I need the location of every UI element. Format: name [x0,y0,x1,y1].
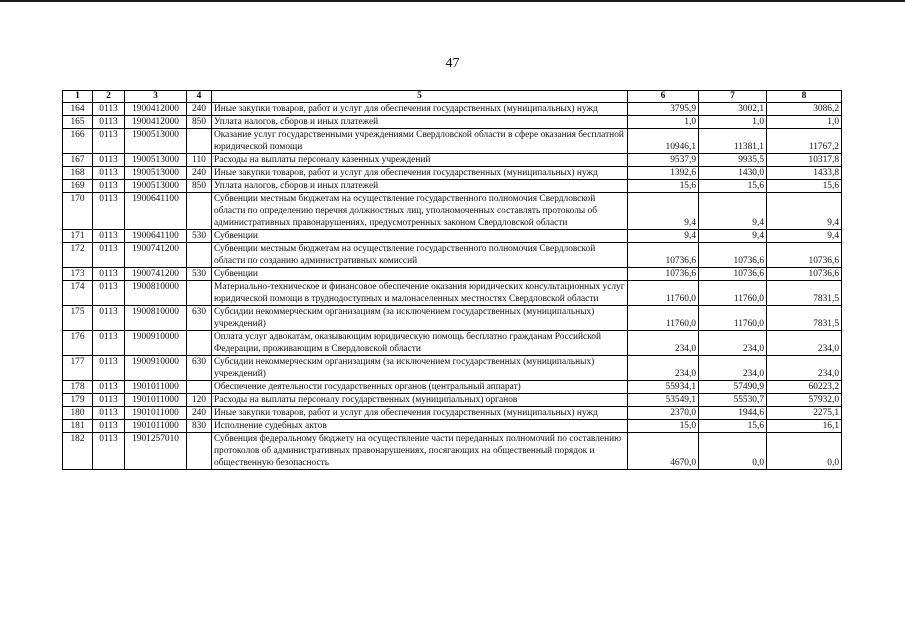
cell-v2: 57490,9 [699,381,767,394]
cell-v2: 9935,5 [699,154,767,167]
cell-v1: 2370,0 [628,407,699,420]
cell-n: 164 [63,103,93,116]
cell-sec: 0113 [93,243,125,268]
cell-v3: 16,1 [767,420,842,433]
cell-v3: 15,6 [767,180,842,193]
cell-vr [187,129,212,154]
cell-v3: 9,4 [767,193,842,230]
cell-csr: 1900513000 [125,180,187,193]
cell-v1: 9,4 [628,230,699,243]
table-row [63,154,842,167]
cell-name: Материально-техническое и финансовое обеспечение оказания юридических консультационных услуг юридической помощи в труднодоступных и малонаселенных местностях Свердловской области [212,281,628,306]
cell-n: 176 [63,331,93,356]
cell-v3: 60223,2 [767,381,842,394]
cell-v1: 10736,6 [628,268,699,281]
table-row [63,268,842,281]
table-row [63,193,842,230]
header-cell: 3 [125,91,187,103]
cell-v1: 55934,1 [628,381,699,394]
cell-v3: 7831,5 [767,306,842,331]
table-row [63,230,842,243]
cell-sec: 0113 [93,180,125,193]
cell-v2: 1,0 [699,116,767,129]
cell-name: Обеспечение деятельности государственных органов (центральный аппарат) [212,381,628,394]
cell-name: Иные закупки товаров, работ и услуг для обеспечения государственных (муниципальных) нужд [212,407,628,420]
cell-v3: 10317,8 [767,154,842,167]
cell-vr: 530 [187,230,212,243]
cell-vr [187,331,212,356]
cell-csr: 1900513000 [125,154,187,167]
cell-csr: 1900412000 [125,116,187,129]
cell-n: 178 [63,381,93,394]
cell-sec: 0113 [93,268,125,281]
table-row [63,356,842,381]
cell-sec: 0113 [93,129,125,154]
cell-n: 169 [63,180,93,193]
cell-v3: 234,0 [767,331,842,356]
cell-csr: 1901011000 [125,420,187,433]
cell-vr: 240 [187,103,212,116]
cell-csr: 1900412000 [125,103,187,116]
cell-csr: 1900810000 [125,281,187,306]
cell-v1: 1,0 [628,116,699,129]
cell-v2: 1944,6 [699,407,767,420]
cell-vr: 830 [187,420,212,433]
cell-name: Субвенции [212,230,628,243]
cell-n: 165 [63,116,93,129]
cell-n: 175 [63,306,93,331]
cell-v2: 9,4 [699,193,767,230]
cell-v2: 10736,6 [699,243,767,268]
cell-sec: 0113 [93,433,125,470]
cell-sec: 0113 [93,306,125,331]
cell-v1: 10736,6 [628,243,699,268]
cell-vr: 110 [187,154,212,167]
cell-n: 173 [63,268,93,281]
header-cell: 1 [63,91,93,103]
cell-name: Уплата налогов, сборов и иных платежей [212,180,628,193]
cell-n: 171 [63,230,93,243]
table-row [63,433,842,470]
table-row [63,381,842,394]
cell-name: Расходы на выплаты персоналу государственных (муниципальных) органов [212,394,628,407]
cell-v2: 234,0 [699,331,767,356]
cell-name: Иные закупки товаров, работ и услуг для обеспечения государственных (муниципальных) нужд [212,167,628,180]
cell-v3: 0,0 [767,433,842,470]
cell-n: 167 [63,154,93,167]
cell-csr: 1901011000 [125,407,187,420]
cell-v2: 15,6 [699,180,767,193]
cell-v1: 1392,6 [628,167,699,180]
cell-vr: 530 [187,268,212,281]
cell-name: Оказание услуг государственными учреждениями Свердловской области в сфере оказания бесплатной юридической помощи [212,129,628,154]
cell-sec: 0113 [93,193,125,230]
cell-vr: 630 [187,356,212,381]
cell-vr [187,433,212,470]
cell-name: Субвенции местным бюджетам на осуществление государственного полномочия Свердловской области по определению перечня должностных лиц, уполномоченных составлять протоколы об административных правонарушениях, предусмотренных законом Свердловской области [212,193,628,230]
table-row [63,331,842,356]
cell-sec: 0113 [93,281,125,306]
cell-v3: 2275,1 [767,407,842,420]
header-cell: 8 [767,91,842,103]
cell-v3: 10736,6 [767,243,842,268]
cell-vr: 120 [187,394,212,407]
cell-v2: 234,0 [699,356,767,381]
cell-vr: 850 [187,180,212,193]
table-header-row [63,91,842,103]
cell-sec: 0113 [93,420,125,433]
cell-csr: 1900641100 [125,230,187,243]
cell-v2: 15,6 [699,420,767,433]
cell-v1: 15,6 [628,180,699,193]
cell-v1: 11760,0 [628,281,699,306]
cell-v1: 234,0 [628,331,699,356]
cell-v2: 0,0 [699,433,767,470]
cell-vr: 630 [187,306,212,331]
cell-v3: 3086,2 [767,103,842,116]
cell-name: Исполнение судебных актов [212,420,628,433]
table-row [63,129,842,154]
cell-vr: 240 [187,167,212,180]
cell-v1: 9,4 [628,193,699,230]
cell-name: Иные закупки товаров, работ и услуг для обеспечения государственных (муниципальных) нужд [212,103,628,116]
cell-v1: 9537,9 [628,154,699,167]
cell-sec: 0113 [93,116,125,129]
cell-csr: 1900910000 [125,356,187,381]
table-row [63,103,842,116]
table-row [63,420,842,433]
table-row [63,306,842,331]
cell-v1: 15,0 [628,420,699,433]
cell-v1: 53549,1 [628,394,699,407]
cell-name: Субсидии некоммерческим организациям (за исключением государственных (муниципальных) учреждений) [212,356,628,381]
cell-v2: 3002,1 [699,103,767,116]
cell-vr: 850 [187,116,212,129]
cell-n: 179 [63,394,93,407]
cell-vr [187,243,212,268]
cell-v2: 11760,0 [699,306,767,331]
cell-n: 166 [63,129,93,154]
header-cell: 5 [212,91,628,103]
cell-name: Субвенция федеральному бюджету на осуществление части переданных полномочий по составлению протоколов об административных правонарушениях, посягающих на общественный порядок и общественную безопасность [212,433,628,470]
cell-v3: 11767,2 [767,129,842,154]
header-cell: 4 [187,91,212,103]
cell-n: 174 [63,281,93,306]
cell-v1: 11760,0 [628,306,699,331]
header-cell: 6 [628,91,699,103]
table-row [63,281,842,306]
cell-v2: 1430,0 [699,167,767,180]
cell-vr: 240 [187,407,212,420]
table-body [63,103,842,470]
cell-sec: 0113 [93,167,125,180]
cell-sec: 0113 [93,331,125,356]
cell-csr: 1901257010 [125,433,187,470]
cell-name: Субвенции местным бюджетам на осуществление государственного полномочия Свердловской области по созданию административных комиссий [212,243,628,268]
cell-v3: 234,0 [767,356,842,381]
cell-v3: 10736,6 [767,268,842,281]
cell-vr [187,193,212,230]
cell-sec: 0113 [93,394,125,407]
cell-csr: 1900513000 [125,129,187,154]
cell-name: Субвенции [212,268,628,281]
cell-name: Субсидии некоммерческим организациям (за исключением государственных (муниципальных) учреждений) [212,306,628,331]
page-number: 47 [445,56,460,71]
cell-csr: 1900513000 [125,167,187,180]
cell-v3: 1,0 [767,116,842,129]
cell-name: Оплата услуг адвокатам, оказывающим юридическую помощь бесплатно гражданам Российской Федерации, проживающим в Свердловской области [212,331,628,356]
cell-csr: 1900741200 [125,268,187,281]
cell-n: 168 [63,167,93,180]
header-cell: 7 [699,91,767,103]
cell-sec: 0113 [93,230,125,243]
cell-name: Расходы на выплаты персоналу казенных учреждений [212,154,628,167]
cell-sec: 0113 [93,154,125,167]
cell-vr [187,381,212,394]
cell-csr: 1900641100 [125,193,187,230]
cell-csr: 1900741200 [125,243,187,268]
cell-name: Уплата налогов, сборов и иных платежей [212,116,628,129]
table-row [63,116,842,129]
cell-n: 170 [63,193,93,230]
cell-v2: 9,4 [699,230,767,243]
cell-sec: 0113 [93,356,125,381]
cell-v2: 11381,1 [699,129,767,154]
budget-table [62,90,842,470]
cell-v2: 11760,0 [699,281,767,306]
cell-csr: 1900810000 [125,306,187,331]
cell-vr [187,281,212,306]
table-row [63,243,842,268]
cell-v3: 57932,0 [767,394,842,407]
cell-n: 182 [63,433,93,470]
cell-sec: 0113 [93,103,125,116]
cell-csr: 1901011000 [125,381,187,394]
table-row [63,167,842,180]
cell-n: 181 [63,420,93,433]
table-row [63,180,842,193]
cell-n: 172 [63,243,93,268]
cell-n: 177 [63,356,93,381]
table-row [63,407,842,420]
cell-v2: 10736,6 [699,268,767,281]
cell-sec: 0113 [93,407,125,420]
scan-border [0,0,905,2]
cell-v1: 3795,9 [628,103,699,116]
cell-csr: 1901011000 [125,394,187,407]
cell-v1: 4670,0 [628,433,699,470]
cell-v1: 234,0 [628,356,699,381]
cell-v2: 55530,7 [699,394,767,407]
cell-v3: 9,4 [767,230,842,243]
cell-v3: 1433,8 [767,167,842,180]
cell-sec: 0113 [93,381,125,394]
cell-n: 180 [63,407,93,420]
header-cell: 2 [93,91,125,103]
cell-csr: 1900910000 [125,331,187,356]
cell-v3: 7831,5 [767,281,842,306]
table-row [63,394,842,407]
cell-v1: 10946,1 [628,129,699,154]
